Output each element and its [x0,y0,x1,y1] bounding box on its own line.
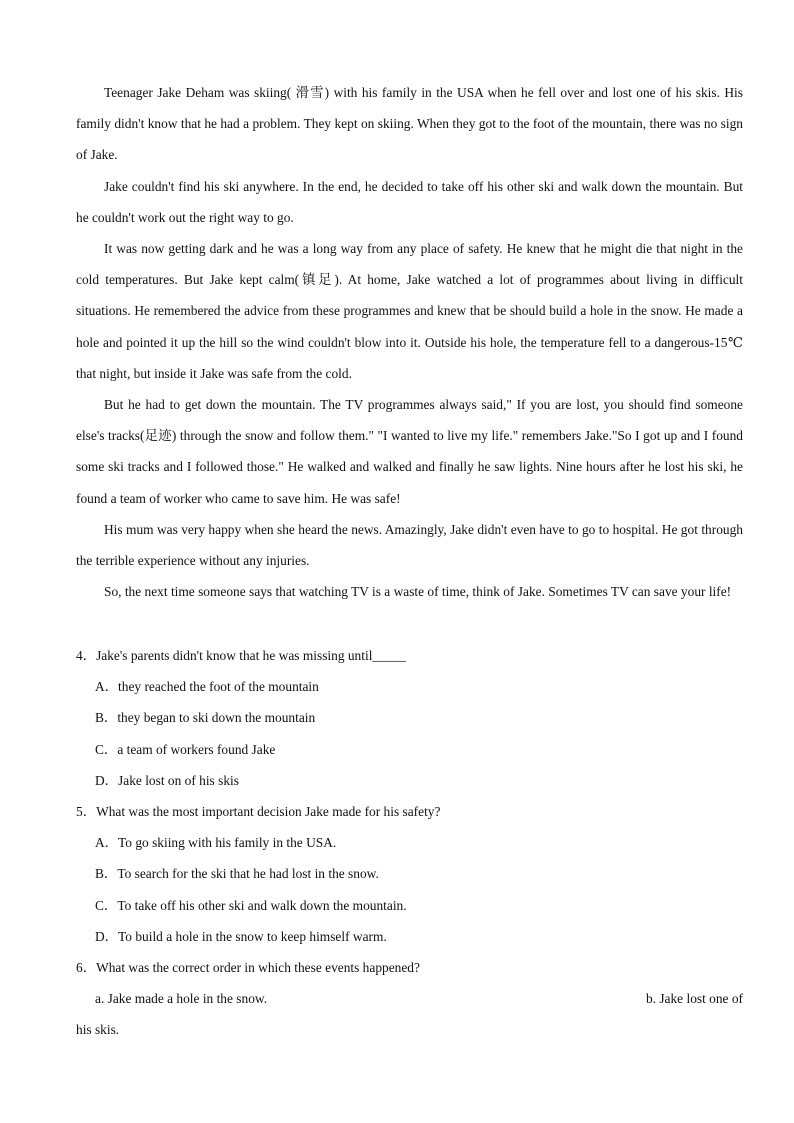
passage-paragraph-4: But he had to get down the mountain. The TV programmes always said," If you are lost, you should find someone else's tracks(足迹) through the snow and follow them." "I wanted to live my life." remembers Jake."So I got up and I found some ski tracks and I followed those." He walked and walked and finally he saw lights. Nine hours after he lost his ski, he found a team of worker who came to save him. He was safe! [76,397,743,506]
passage-paragraph-5: His mum was very happy when she heard the news. Amazingly, Jake didn't even have to go to hospital. He got through the terrible experience without any injuries. [76,521,743,569]
questions-section [76,640,743,1046]
reading-passage [76,77,743,607]
question-4 [76,640,743,796]
question-5-option-c[interactable]: C．To take off his other ski and walk down the mountain. [95,897,407,913]
question-4-option-d[interactable]: D．Jake lost on of his skis [95,772,239,788]
question-6-event-a: a. Jake made a hole in the snow. [95,991,268,1007]
question-6-event-b: b. Jake lost one of [645,991,743,1007]
question-5-option-b[interactable]: B．To search for the ski that he had lost in the snow. [95,866,379,882]
question-4-option-c[interactable]: C．a team of workers found Jake [95,741,276,757]
question-6-events-line [76,983,743,1014]
question-6-event-b-continued: his skis. [76,1022,120,1038]
question-4-stem: 4．Jake's parents didn't know that he was missing until_____ [76,648,406,663]
question-5 [76,796,743,952]
question-5-option-d[interactable]: D．To build a hole in the snow to keep himself warm. [95,928,387,944]
question-4-option-b[interactable]: B．they began to ski down the mountain [95,710,316,726]
question-5-option-a[interactable]: A．To go skiing with his family in the USA. [95,835,337,851]
question-4-option-a[interactable]: A．they reached the foot of the mountain [95,679,319,695]
passage-paragraph-2: Jake couldn't find his ski anywhere. In the end, he decided to take off his other ski and walk down the mountain. But he couldn't work out the right way to go. [76,178,743,225]
passage-paragraph-6: So, the next time someone says that watching TV is a waste of time, think of Jake. Sometimes TV can save your life! [104,584,732,600]
question-5-stem: 5．What was the most important decision Jake made for his safety? [76,804,441,820]
question-6 [76,952,743,1046]
passage-paragraph-1: Teenager Jake Deham was skiing( 滑雪) with his family in the USA when he fell over and lost one of his skis. His family didn't know that he had a problem. They kept on skiing. When they got to the foot of the mountain, there was no sign of Jake. [76,85,743,163]
question-6-stem: 6．What was the correct order in which these events happened? [76,960,420,976]
passage-paragraph-3: It was now getting dark and he was a long way from any place of safety. He knew that he might die that night in the cold temperatures. But Jake kept calm(镇足). At home, Jake watched a lot of programmes about living in difficult situations. He remembered the advice from these programmes and knew that be should build a hole in the snow. He made a hole and pointed it up the hill so the wind couldn't blow into it. Outside his hole, the temperature fell to a dangerous-15℃ that night, but inside it Jake was safe from the cold. [76,241,743,381]
